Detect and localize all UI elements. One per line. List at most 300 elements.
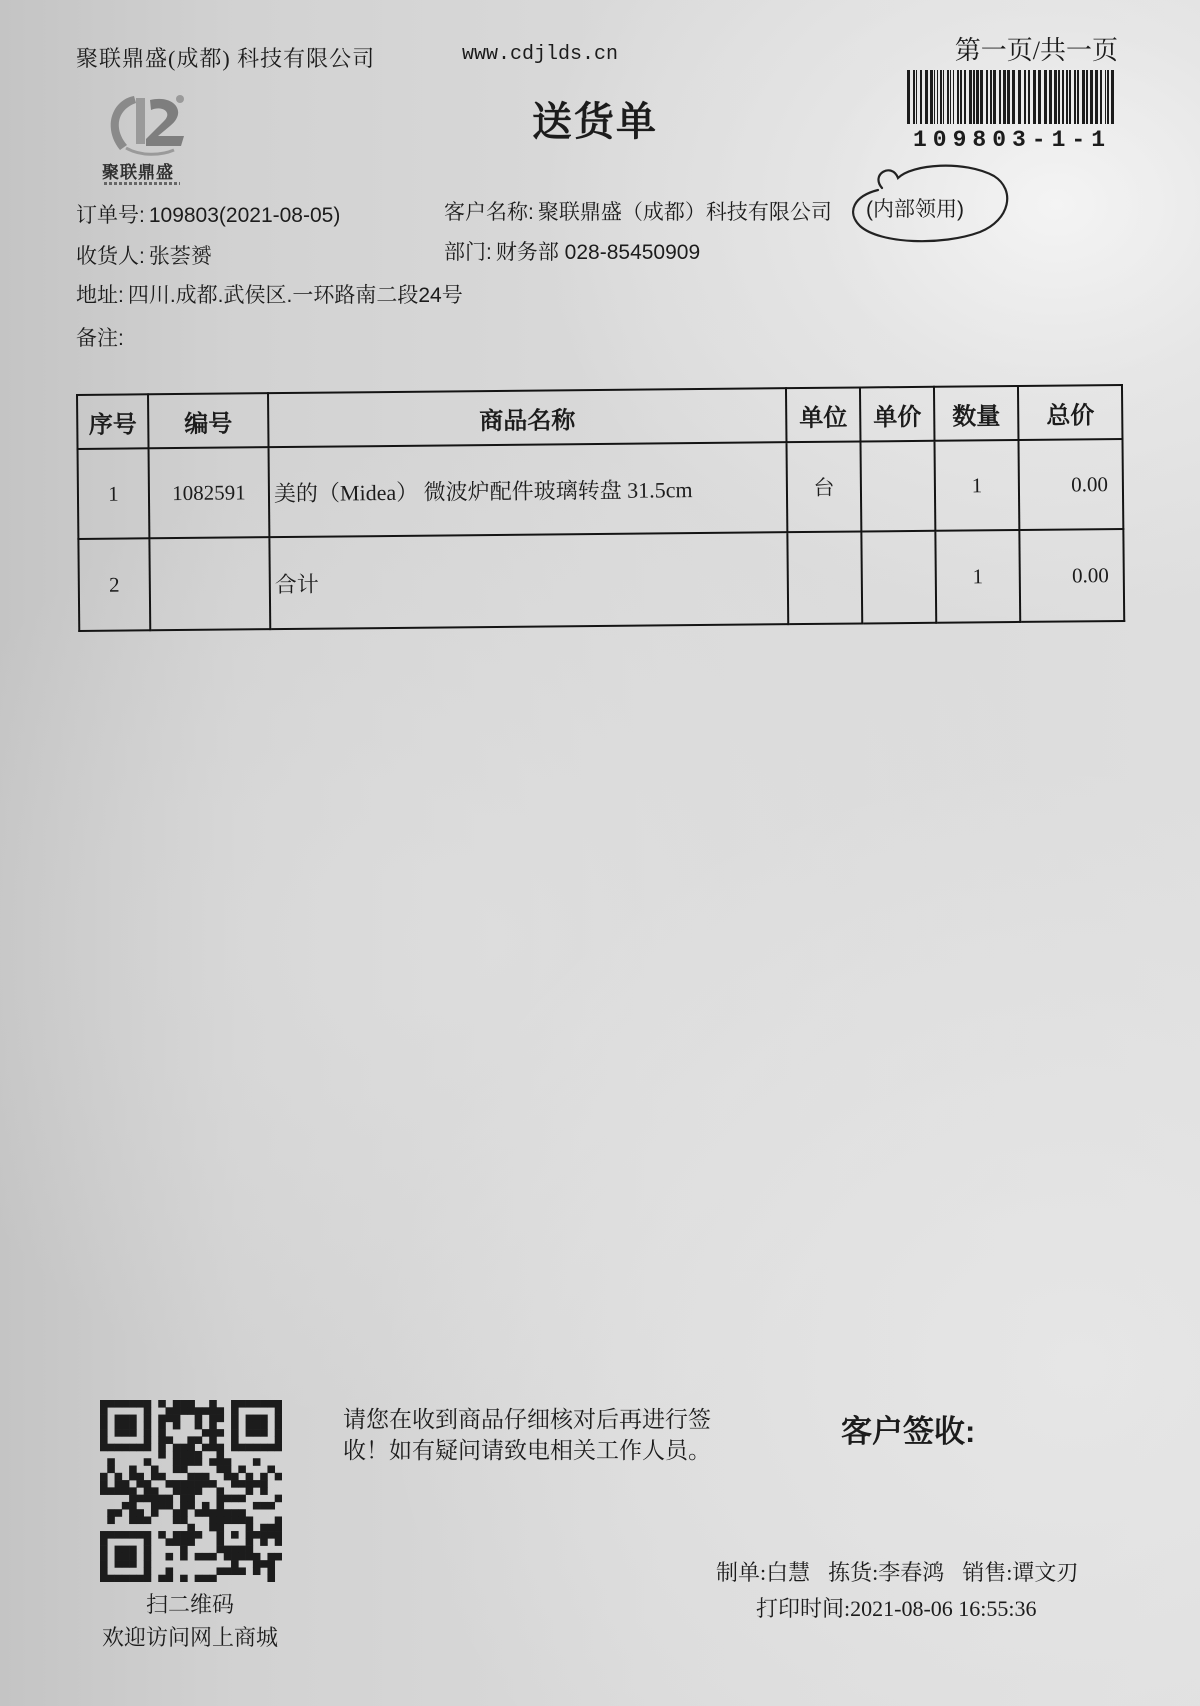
barcode-bar	[1044, 70, 1047, 124]
qr-module	[166, 1538, 174, 1546]
qr-module	[144, 1538, 152, 1546]
qr-module	[100, 1480, 108, 1488]
qr-module	[144, 1531, 152, 1539]
qr-module	[231, 1567, 239, 1575]
qr-module	[166, 1502, 174, 1510]
cell-product-name: 合计	[269, 532, 788, 629]
qr-module	[238, 1480, 246, 1488]
receiver-value: 张荟赟	[148, 245, 212, 268]
qr-module	[100, 1487, 108, 1495]
qr-module	[238, 1400, 246, 1408]
cell-unit: 台	[786, 441, 861, 532]
receipt-notice	[343, 1404, 711, 1466]
qr-module	[122, 1531, 130, 1539]
qr-module	[260, 1487, 268, 1495]
qr-module	[275, 1436, 282, 1444]
qr-module	[100, 1546, 108, 1554]
staff-maker: 制单:白慧	[716, 1560, 811, 1585]
qr-module	[275, 1407, 282, 1415]
barcode-bar	[960, 70, 962, 124]
qr-module	[158, 1451, 166, 1459]
receipt-notice-line-1: 请您在收到商品仔细核对后再进行签	[343, 1406, 711, 1432]
barcode-bar	[916, 70, 917, 124]
qr-module	[166, 1480, 174, 1488]
qr-module	[100, 1531, 108, 1539]
qr-module	[195, 1415, 203, 1423]
qr-module	[216, 1531, 224, 1539]
table-row	[78, 439, 1124, 539]
qr-module	[195, 1480, 203, 1488]
qr-module	[187, 1400, 195, 1408]
qr-module	[173, 1458, 181, 1466]
qr-module	[173, 1444, 181, 1452]
qr-module	[151, 1502, 159, 1510]
qr-module	[173, 1466, 181, 1474]
qr-module	[260, 1560, 268, 1568]
barcode-bar	[920, 70, 922, 124]
qr-module	[144, 1436, 152, 1444]
qr-module	[231, 1480, 239, 1488]
qr-module	[209, 1458, 217, 1466]
barcode-bar	[1069, 70, 1071, 124]
qr-module	[260, 1502, 268, 1510]
qr-module	[238, 1567, 246, 1575]
qr-module	[158, 1495, 166, 1503]
col-header-code: 编号	[148, 393, 269, 448]
barcode-bar	[969, 70, 972, 124]
qr-module	[115, 1480, 123, 1488]
qr-module	[231, 1509, 239, 1517]
qr-module	[129, 1516, 137, 1524]
qr-module	[136, 1531, 144, 1539]
qr-module	[253, 1429, 261, 1437]
qr-module	[115, 1509, 123, 1517]
customer-note: (内部领用)	[866, 198, 964, 221]
qr-module	[122, 1429, 130, 1437]
qr-module	[129, 1553, 137, 1561]
cell-index: 1	[78, 448, 150, 539]
col-header-unit: 单位	[786, 387, 861, 442]
qr-module	[144, 1480, 152, 1488]
qr-module	[144, 1553, 152, 1561]
qr-module	[195, 1531, 203, 1539]
qr-module	[144, 1400, 152, 1408]
qr-module	[144, 1422, 152, 1430]
qr-module	[151, 1487, 159, 1495]
qr-module	[166, 1436, 174, 1444]
qr-module	[275, 1473, 282, 1481]
qr-module	[173, 1509, 181, 1517]
receipt-notice-line-2: 收！如有疑问请致电相关工作人员。	[343, 1437, 711, 1463]
qr-module	[202, 1553, 210, 1561]
qr-module	[209, 1429, 217, 1437]
qr-module	[275, 1538, 282, 1546]
qr-module	[246, 1444, 254, 1452]
barcode-bar	[1024, 70, 1026, 124]
qr-module	[275, 1553, 282, 1561]
qr-module	[224, 1495, 232, 1503]
qr-module	[209, 1575, 217, 1582]
qr-module	[100, 1575, 108, 1582]
qr-module	[216, 1451, 224, 1459]
qr-module	[158, 1436, 166, 1444]
customer-name-value: 聚联鼎盛（成都）科技有限公司	[537, 201, 832, 224]
qr-module	[180, 1466, 188, 1474]
qr-module	[216, 1415, 224, 1423]
qr-module	[173, 1400, 181, 1408]
qr-module	[231, 1422, 239, 1430]
qr-module	[187, 1480, 195, 1488]
qr-module	[173, 1451, 181, 1459]
qr-module	[253, 1480, 261, 1488]
barcode-bar	[1003, 70, 1006, 124]
qr-module	[100, 1553, 108, 1561]
barcode	[906, 70, 1118, 124]
qr-module	[260, 1538, 268, 1546]
qr-module	[173, 1480, 181, 1488]
qr-module	[180, 1480, 188, 1488]
qr-module	[187, 1538, 195, 1546]
qr-module	[216, 1524, 224, 1532]
qr-module	[151, 1473, 159, 1481]
qr-module	[246, 1531, 254, 1539]
receiver-label: 收货人:	[76, 245, 145, 268]
barcode-bar	[940, 70, 942, 124]
qr-module	[275, 1495, 282, 1503]
qr-module	[260, 1444, 268, 1452]
cell-code	[149, 537, 270, 630]
qr-module	[129, 1495, 137, 1503]
qr-module	[216, 1538, 224, 1546]
qr-module	[144, 1458, 152, 1466]
qr-module	[180, 1487, 188, 1495]
qr-module	[122, 1546, 130, 1554]
qr-module	[224, 1466, 232, 1474]
document-title: 送货单	[532, 100, 658, 144]
barcode-bar	[999, 70, 1001, 124]
cell-total-price: 0.00	[1019, 529, 1124, 622]
qr-module	[195, 1422, 203, 1430]
qr-module	[238, 1546, 246, 1554]
qr-module	[209, 1480, 217, 1488]
qr-module	[216, 1567, 224, 1575]
barcode-bar	[957, 70, 959, 124]
qr-module	[187, 1531, 195, 1539]
barcode-bar	[925, 70, 928, 124]
qr-module	[275, 1516, 282, 1524]
col-header-quantity: 数量	[934, 386, 1019, 441]
qr-module	[136, 1509, 144, 1517]
qr-module	[173, 1407, 181, 1415]
qr-module	[187, 1407, 195, 1415]
barcode-bar	[1038, 70, 1041, 124]
cell-index: 2	[78, 538, 150, 631]
qr-module	[173, 1415, 181, 1423]
qr-module	[107, 1516, 115, 1524]
qr-module	[129, 1473, 137, 1481]
qr-module	[267, 1466, 275, 1474]
qr-module	[224, 1567, 232, 1575]
barcode-bar	[937, 70, 938, 124]
qr-module	[209, 1524, 217, 1532]
barcode-bar	[1077, 70, 1079, 124]
qr-module	[275, 1400, 282, 1408]
qr-module	[158, 1444, 166, 1452]
barcode-bar	[976, 70, 979, 124]
qr-module	[144, 1560, 152, 1568]
qr-module	[100, 1436, 108, 1444]
qr-module	[144, 1567, 152, 1575]
qr-module	[144, 1487, 152, 1495]
qr-module	[122, 1400, 130, 1408]
qr-module	[122, 1444, 130, 1452]
remark-field	[76, 322, 124, 352]
qr-module	[115, 1415, 123, 1423]
barcode-bar	[907, 70, 910, 124]
qr-module	[115, 1531, 123, 1539]
qr-module	[115, 1473, 123, 1481]
qr-module	[122, 1575, 130, 1582]
qr-module	[195, 1487, 203, 1495]
barcode-bar	[1111, 70, 1114, 124]
barcode-bar	[934, 70, 935, 124]
qr-module	[267, 1553, 275, 1561]
qr-module	[122, 1480, 130, 1488]
barcode-bar	[1058, 70, 1060, 124]
qr-module	[246, 1516, 254, 1524]
qr-module	[115, 1444, 123, 1452]
qr-module	[100, 1422, 108, 1430]
barcode-bar	[1082, 70, 1085, 124]
col-header-index: 序号	[77, 394, 149, 449]
qr-module	[187, 1451, 195, 1459]
barcode-bar	[1054, 70, 1057, 124]
qr-module	[216, 1407, 224, 1415]
qr-module	[246, 1429, 254, 1437]
cell-quantity: 1	[934, 440, 1019, 531]
order-number-label: 订单号:	[76, 204, 145, 227]
staff-sales: 销售:谭文刃	[962, 1560, 1079, 1585]
qr-module	[202, 1473, 210, 1481]
qr-module	[246, 1524, 254, 1532]
qr-module	[115, 1400, 123, 1408]
qr-module	[238, 1553, 246, 1561]
qr-module	[246, 1480, 254, 1488]
barcode-bar	[1086, 70, 1088, 124]
qr-module	[195, 1407, 203, 1415]
qr-module	[187, 1444, 195, 1452]
barcode-bar	[1062, 70, 1064, 124]
barcode-bar	[964, 70, 966, 124]
qr-module	[231, 1516, 239, 1524]
qr-module	[180, 1546, 188, 1554]
barcode-bar	[986, 70, 988, 124]
company-name: 聚联鼎盛(成都) 科技有限公司	[76, 46, 376, 71]
qr-module	[202, 1444, 210, 1452]
qr-module	[231, 1415, 239, 1423]
qr-module	[267, 1575, 275, 1582]
qr-module	[158, 1400, 166, 1408]
qr-module	[246, 1553, 254, 1561]
qr-module	[260, 1422, 268, 1430]
cell-total-price: 0.00	[1018, 439, 1123, 530]
qr-module	[246, 1422, 254, 1430]
qr-module	[260, 1415, 268, 1423]
qr-module	[267, 1531, 275, 1539]
qr-module	[209, 1407, 217, 1415]
qr-module	[202, 1480, 210, 1488]
qr-module	[231, 1553, 239, 1561]
qr-module	[144, 1407, 152, 1415]
qr-module	[129, 1487, 137, 1495]
qr-module	[224, 1553, 232, 1561]
barcode-bar	[1095, 70, 1098, 124]
qr-module	[107, 1509, 115, 1517]
customer-name-label: 客户名称:	[444, 201, 534, 224]
qr-module	[180, 1509, 188, 1517]
qr-module	[158, 1422, 166, 1430]
qr-module	[260, 1429, 268, 1437]
qr-module	[129, 1444, 137, 1452]
staff-picker: 拣货:李春鸿	[828, 1560, 945, 1585]
address-label: 地址:	[76, 284, 124, 307]
barcode-bar	[1012, 70, 1015, 124]
qr-module	[202, 1575, 210, 1582]
qr-module	[187, 1436, 195, 1444]
qr-module	[267, 1502, 275, 1510]
qr-module	[144, 1415, 152, 1423]
qr-module	[129, 1466, 137, 1474]
qr-module	[253, 1444, 261, 1452]
qr-module	[180, 1553, 188, 1561]
qr-module	[260, 1480, 268, 1488]
qr-module	[187, 1524, 195, 1532]
qr-module	[173, 1538, 181, 1546]
qr-module	[180, 1495, 188, 1503]
qr-module	[107, 1575, 115, 1582]
qr-module	[144, 1516, 152, 1524]
qr-module	[216, 1546, 224, 1554]
qr-module	[224, 1516, 232, 1524]
qr-module	[253, 1400, 261, 1408]
qr-module	[260, 1400, 268, 1408]
cell-code: 1082591	[149, 447, 270, 538]
cell-unit	[787, 531, 862, 624]
qr-module	[136, 1400, 144, 1408]
qr-module	[195, 1509, 203, 1517]
qr-module	[195, 1553, 203, 1561]
qr-module	[224, 1458, 232, 1466]
qr-module	[100, 1444, 108, 1452]
qr-module	[136, 1575, 144, 1582]
customer-signature-label: 客户签收:	[841, 1414, 976, 1449]
barcode-bar	[1100, 70, 1102, 124]
qr-module	[238, 1509, 246, 1517]
qr-module	[238, 1516, 246, 1524]
qr-module	[246, 1487, 254, 1495]
qr-module	[180, 1575, 188, 1582]
qr-module	[100, 1407, 108, 1415]
qr-module	[100, 1415, 108, 1423]
qr-module	[231, 1407, 239, 1415]
qr-module	[246, 1538, 254, 1546]
qr-module	[180, 1444, 188, 1452]
order-number-field	[76, 199, 340, 229]
company-logo-icon	[100, 90, 192, 158]
qr-module	[144, 1495, 152, 1503]
qr-module	[187, 1473, 195, 1481]
qr-module	[195, 1451, 203, 1459]
qr-module	[180, 1451, 188, 1459]
qr-module	[115, 1487, 123, 1495]
qr-module	[180, 1538, 188, 1546]
qr-module	[129, 1502, 137, 1510]
qr-module	[187, 1502, 195, 1510]
qr-module	[100, 1473, 108, 1481]
qr-module	[115, 1575, 123, 1582]
print-time: 打印时间:2021-08-06 16:55:36	[756, 1596, 1037, 1621]
qr-module	[180, 1502, 188, 1510]
qr-module	[260, 1473, 268, 1481]
qr-module	[115, 1553, 123, 1561]
qr-module	[216, 1509, 224, 1517]
qr-module	[216, 1502, 224, 1510]
qr-module	[129, 1400, 137, 1408]
qr-module	[136, 1480, 144, 1488]
qr-module	[129, 1531, 137, 1539]
qr-module	[100, 1400, 108, 1408]
qr-module	[100, 1560, 108, 1568]
cell-quantity: 1	[935, 530, 1020, 623]
qr-module	[180, 1516, 188, 1524]
qr-module	[122, 1415, 130, 1423]
qr-module	[151, 1495, 159, 1503]
qr-module	[107, 1458, 115, 1466]
order-number-value: 109803(2021-08-05)	[148, 204, 341, 227]
qr-module	[209, 1516, 217, 1524]
qr-module	[275, 1415, 282, 1423]
qr-module	[107, 1400, 115, 1408]
department-value: 财务部 028-85450909	[495, 241, 701, 264]
qr-module	[166, 1567, 174, 1575]
qr-module	[136, 1516, 144, 1524]
department-label: 部门:	[444, 241, 492, 264]
handwritten-circle-mark	[838, 158, 1014, 248]
barcode-bar	[1028, 70, 1030, 124]
qr-module	[129, 1415, 137, 1423]
qr-module	[166, 1575, 174, 1582]
qr-module	[253, 1560, 261, 1568]
qr-module	[246, 1400, 254, 1408]
qr-module	[275, 1524, 282, 1532]
qr-module	[253, 1553, 261, 1561]
qr-module	[107, 1487, 115, 1495]
qr-module	[275, 1429, 282, 1437]
qr-module	[180, 1407, 188, 1415]
qr-module	[129, 1560, 137, 1568]
qr-module	[100, 1538, 108, 1546]
qr-module	[224, 1546, 232, 1554]
barcode-bar	[930, 70, 933, 124]
barcode-bar	[1090, 70, 1093, 124]
qr-module	[158, 1531, 166, 1539]
qr-module	[216, 1487, 224, 1495]
qr-module	[195, 1575, 203, 1582]
qr-module	[216, 1516, 224, 1524]
barcode-bar	[1107, 70, 1109, 124]
page-indicator: 第一页/共一页	[954, 36, 1118, 65]
qr-module	[267, 1400, 275, 1408]
